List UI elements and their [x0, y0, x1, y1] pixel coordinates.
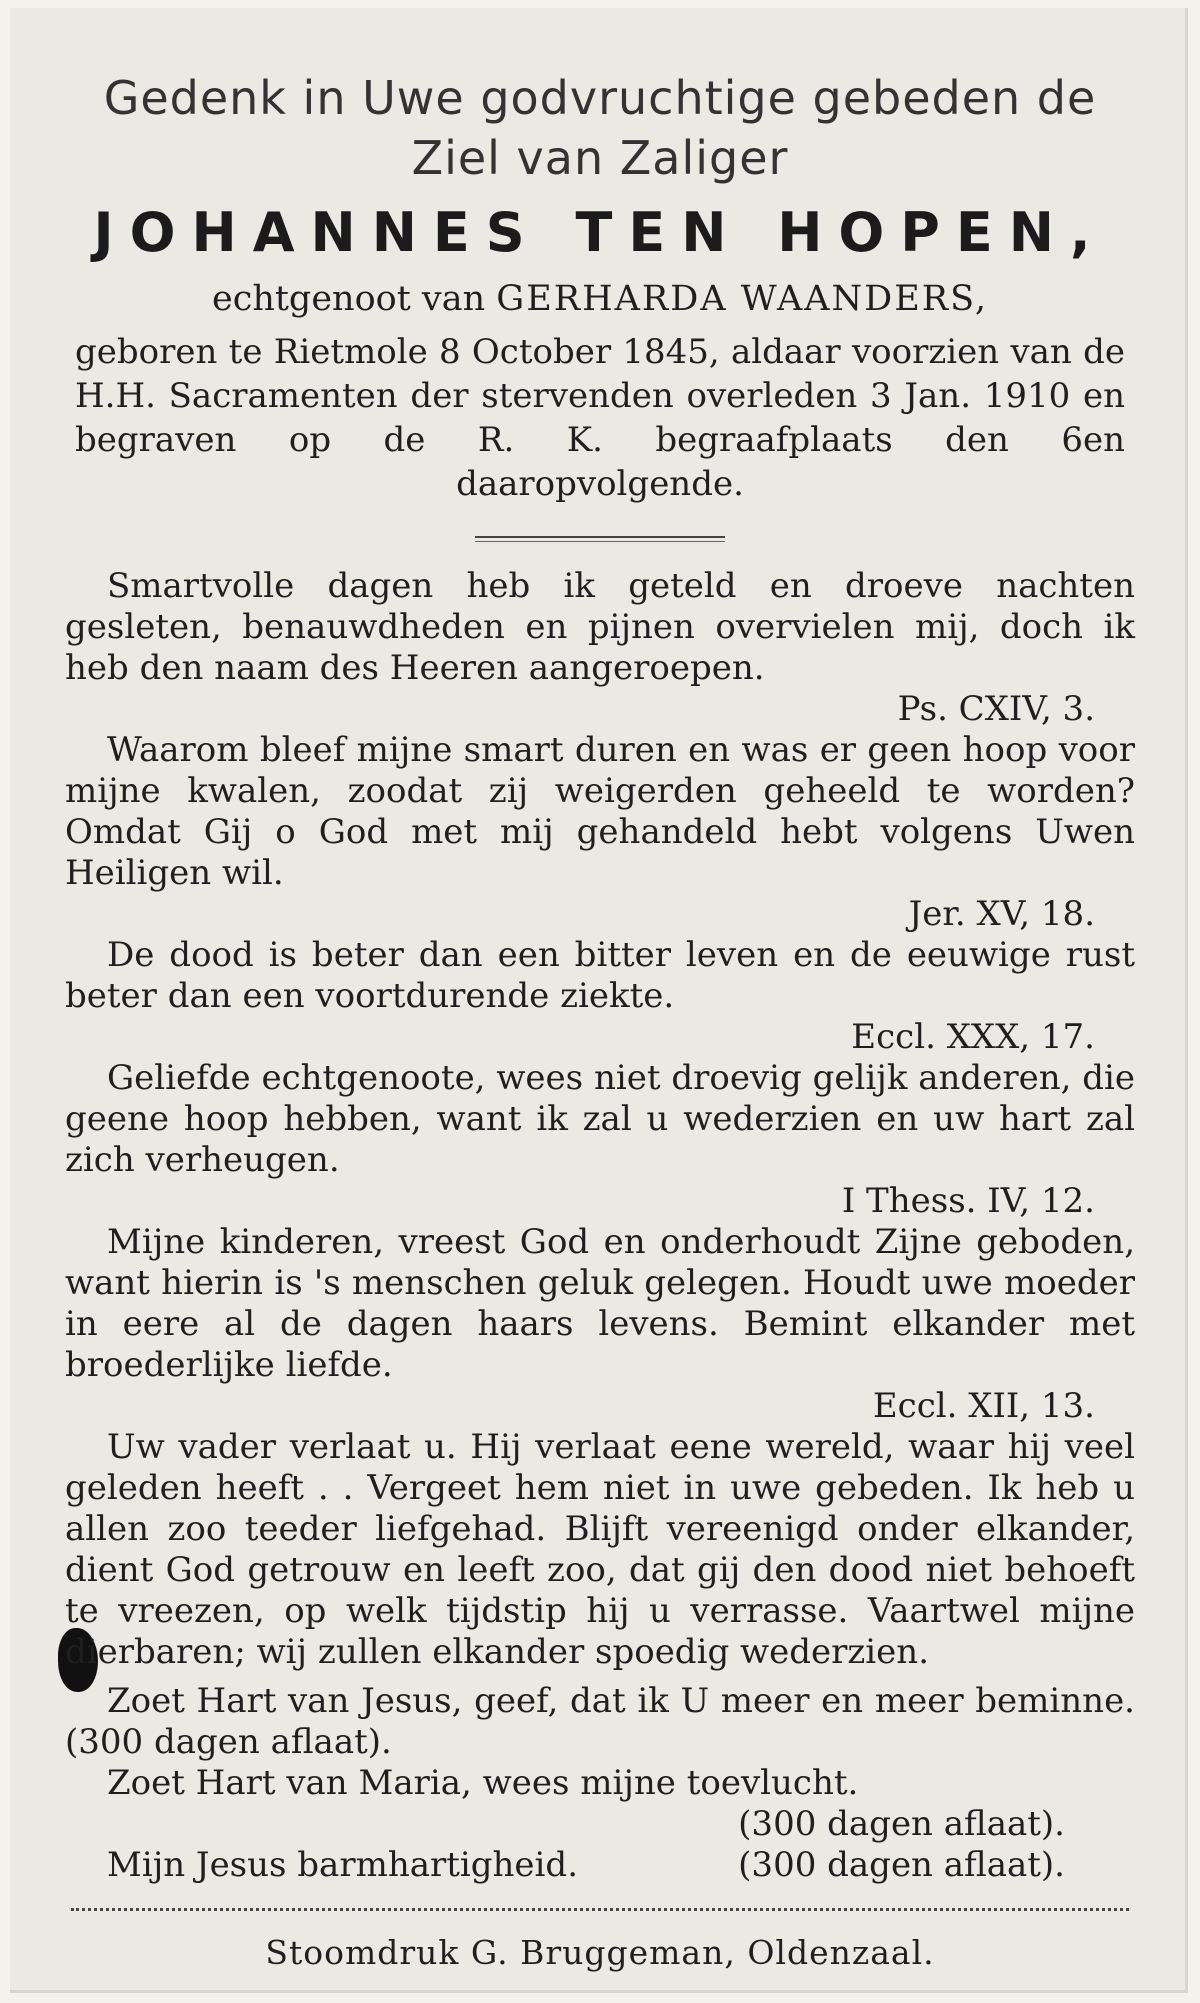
verse-5	[65, 1222, 1135, 1427]
printer-credit: Stoomdruk G. Bruggeman, Oldenzaal.	[265, 1933, 935, 1972]
verse-3	[65, 935, 1135, 1058]
prayers	[65, 1681, 1135, 1886]
prayer-2: Zoet Hart van Maria, wees mijne toevlucht.	[107, 1763, 859, 1803]
spouse-prefix: echtgenoot van	[212, 279, 486, 319]
verse-1	[65, 566, 1135, 730]
verse-text: Waarom bleef mijne smart duren en was er geen hoop voor mijne kwalen, zoodat zij weigerden geheeld te worden? Omdat Gij o God met mij gehandeld hebt volgens Uwen Heiligen wil.	[65, 730, 1135, 893]
spouse-line	[65, 274, 1135, 324]
verse-reference: I Thess. IV, 12.	[841, 1181, 1095, 1221]
verse-text: Smartvolle dagen heb ik geteld en droeve nachten gesleten, benauwdheden en pijnen overvielen mij, doch ik heb den naam des Heeren aangeroepen.	[65, 566, 1135, 688]
prayer-1	[65, 1681, 1135, 1763]
prayer-text: Zoet Hart van Jesus, geef, dat ik U meer en meer beminne.	[107, 1681, 1135, 1721]
verse-reference: Jer. XV, 18.	[908, 894, 1095, 934]
memorial-card	[10, 8, 1188, 1993]
spouse-name: GERHARDA WAANDERS,	[496, 279, 988, 319]
dotted-divider	[71, 1908, 1129, 1911]
divider	[475, 536, 725, 542]
opening-line-2: Ziel van Zaliger	[411, 131, 789, 185]
indulgence: (300 dagen aflaat).	[65, 1722, 392, 1762]
verse-2	[65, 730, 1135, 935]
verse-reference: Eccl. XII, 13.	[872, 1386, 1095, 1426]
prayer-text: Mijn Jesus barmhartigheid.	[107, 1845, 579, 1885]
opening-line-1: Gedenk in Uwe godvruchtige gebeden de	[103, 71, 1097, 125]
verse-reference: Eccl. XXX, 17.	[851, 1017, 1095, 1057]
deceased-name: JOHANNES TEN HOPEN,	[93, 201, 1107, 264]
indulgence: (300 dagen aflaat).	[738, 1804, 1065, 1844]
card-content	[65, 68, 1135, 1975]
verse-text: Uw vader verlaat u. Hij verlaat eene wereld, waar hij veel geleden heeft . . Vergeet hem niet in uwe gebeden. Ik heb u allen zoo teeder liefgehad. Blijft vereenigd onder elkander, dient God getrouw en leeft zoo, dat gij den dood niet behoeft te vreezen, op welk tijdstip hij u verrasse. Vaartwel mijne dierbaren; wij zullen elkander spoedig wederzien.	[65, 1427, 1135, 1672]
verse-text: Mijne kinderen, vreest God en onderhoudt Zijne geboden, want hierin is 's menschen geluk gelegen. Houdt uwe moeder in eere al de dagen haars levens. Bemint elkander met broederlijke liefde.	[65, 1222, 1135, 1385]
verse-6	[65, 1427, 1135, 1673]
indulgence: (300 dagen aflaat).	[738, 1845, 1065, 1885]
verse-4	[65, 1058, 1135, 1222]
verse-text: Geliefde echtgenoote, wees niet droevig gelijk anderen, die geene hoop hebben, want ik zal u wederzien en uw hart zal zich verheugen.	[65, 1058, 1135, 1180]
verse-text: De dood is beter dan een bitter leven en de eeuwige rust beter dan een voortdurende ziekte.	[65, 935, 1135, 1016]
biography: geboren te Rietmole 8 October 1845, aldaar voorzien van de H.H. Sacramenten der stervenden overleden 3 Jan. 1910 en begraven op de R. K. begraafplaats den 6en daaropvolgende.	[75, 332, 1125, 504]
verse-reference: Ps. CXIV, 3.	[897, 689, 1095, 729]
prayer-3	[65, 1845, 1135, 1886]
